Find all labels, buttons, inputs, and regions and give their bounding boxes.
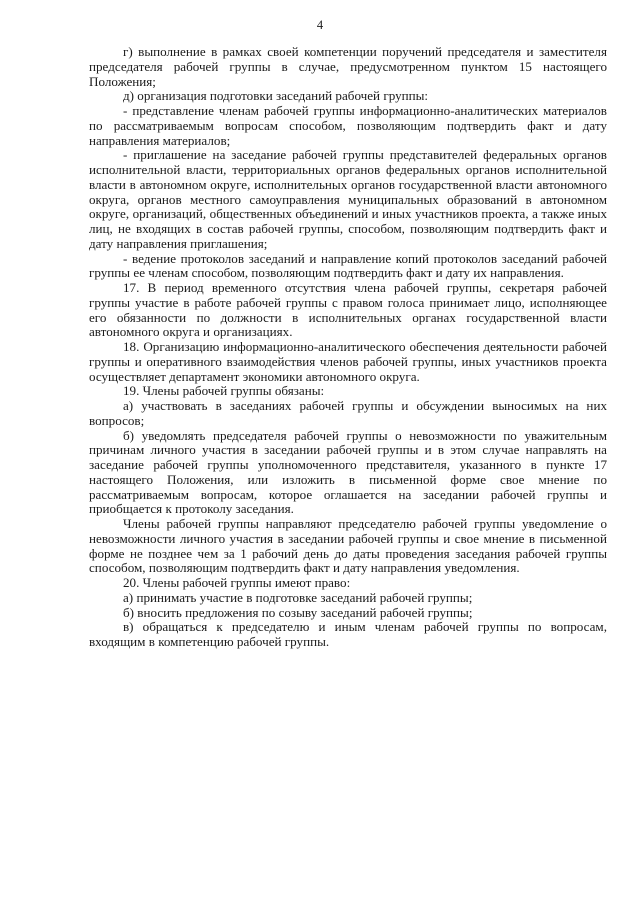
- paragraph-section-19: 19. Члены рабочей группы обязаны:: [123, 383, 325, 399]
- paragraph-item-19b: б) уведомлять председателя рабочей группы о невозможности по уважительным причинам личного участия в заседании рабочей группы и в этом случае направлять на заседание рабочей группы уполномоченного представителя, указанного в пункте 17 настоящего Положения, или изложить в письменной форме свое мнение по рассматриваемым вопросам, которое оглашается на заседании рабочей группы и приобщается к протоколу заседания.: [89, 427, 607, 517]
- paragraph-item-20b: б) вносить предложения по созыву заседаний рабочей группы;: [123, 604, 473, 620]
- paragraph-section-17: 17. В период временного отсутствия члена рабочей группы, секретаря рабочей группы участие в работе рабочей группы с правом голоса принимает лицо, исполняющее его обязанности по должности в исполнительных органах государственной власти автономного округа и организациях.: [89, 280, 607, 340]
- paragraph-item-20a: а) принимать участие в подготовке заседаний рабочей группы;: [123, 589, 473, 605]
- paragraph-section-18: 18. Организацию информационно-аналитического обеспечения деятельности рабочей группы и оперативного взаимодействия членов рабочей группы, иных участников проекта осуществляет департамент экономики автономного округа.: [89, 339, 607, 384]
- paragraph-item-d: д) организация подготовки заседаний рабочей группы:: [123, 88, 429, 104]
- paragraph-section-20: 20. Члены рабочей группы имеют право:: [123, 575, 351, 590]
- paragraph-notification: Члены рабочей группы направляют председателю рабочей группы уведомление о невозможности личного участия в заседании рабочей группы и свое мнение в письменной форме не позднее чем за 1 рабочий день до даты проведения заседания рабочей группы способом, позволяющим подтвердить факт и дату направления уведомления.: [89, 516, 607, 576]
- page-number: 4: [316, 18, 324, 32]
- paragraph-bullet-protocols: - ведение протоколов заседаний и направление копий протоколов заседаний рабочей группы ее членам способом, позволяющим подтвердить факт и дату их направления.: [89, 250, 607, 281]
- paragraph-bullet-materials: - представление членам рабочей группы информационно-аналитических материалов по рассматриваемым вопросам способом, позволяющим подтвердить факт и дату направления материалов;: [89, 103, 607, 148]
- paragraph-item-g: г) выполнение в рамках своей компетенции поручений председателя и заместителя председателя рабочей группы в случае, предусмотренном пунктом 15 настоящего Положения;: [89, 44, 607, 89]
- paragraph-item-19a: а) участвовать в заседаниях рабочей группы и обсуждении выносимых на них вопросов;: [89, 398, 607, 428]
- document-body: [89, 45, 607, 650]
- paragraph-item-20v: в) обращаться к председателю и иным членам рабочей группы по вопросам, входящим в компетенцию рабочей группы.: [89, 619, 607, 649]
- paragraph-bullet-invitations: - приглашение на заседание рабочей группы представителей федеральных органов исполнительной власти, территориальных органов федеральных органов исполнительной власти в автономном округе, исполнительных органов государственной власти автономного округа, органов местного самоуправления муниципальных образований в автономном округе, организаций, общественных объединений и иных участников проекта, а также иных лиц, не входящих в состав рабочей группы, способом, позволяющим подтвердить факт и дату направления приглашения;: [89, 147, 607, 251]
